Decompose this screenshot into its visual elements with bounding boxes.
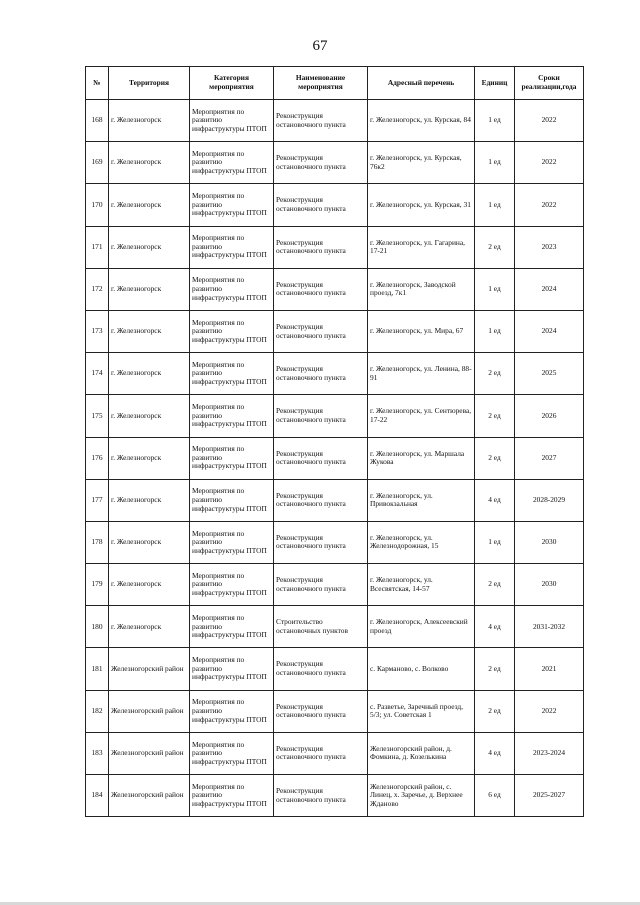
cell-address: г. Железногорск, ул. Мира, 67 bbox=[368, 310, 475, 352]
cell-units: 6 ед bbox=[475, 775, 515, 817]
page-number: 67 bbox=[312, 38, 328, 54]
cell-num: 181 bbox=[86, 648, 109, 690]
cell-num: 176 bbox=[86, 437, 109, 479]
cell-name: Реконструкция остановочного пункта bbox=[274, 648, 368, 690]
table-row bbox=[86, 732, 584, 774]
table-row bbox=[86, 521, 584, 563]
cell-category: Мероприятия по развитию инфраструктуры ПТОП bbox=[190, 268, 274, 310]
cell-years: 2022 bbox=[515, 142, 584, 184]
cell-territory: г. Железногорск bbox=[109, 606, 190, 648]
cell-category: Мероприятия по развитию инфраструктуры ПТОП bbox=[190, 606, 274, 648]
table-header bbox=[86, 67, 584, 100]
cell-num: 184 bbox=[86, 775, 109, 817]
cell-category: Мероприятия по развитию инфраструктуры ПТОП bbox=[190, 648, 274, 690]
projects-table bbox=[85, 66, 584, 817]
cell-years: 2024 bbox=[515, 310, 584, 352]
cell-years: 2021 bbox=[515, 648, 584, 690]
cell-name: Реконструкция остановочного пункта bbox=[274, 395, 368, 437]
cell-years: 2022 bbox=[515, 100, 584, 142]
header-name: Наименование мероприятия bbox=[274, 67, 368, 100]
table-body bbox=[86, 100, 584, 817]
cell-address: с. Разветье, Заречный проезд, 5/3; ул. Советская 1 bbox=[368, 690, 475, 732]
cell-num: 177 bbox=[86, 479, 109, 521]
cell-years: 2026 bbox=[515, 395, 584, 437]
cell-units: 1 ед bbox=[475, 142, 515, 184]
table-row bbox=[86, 142, 584, 184]
cell-units: 2 ед bbox=[475, 395, 515, 437]
header-num: № bbox=[86, 67, 109, 100]
header-category: Категория мероприятия bbox=[190, 67, 274, 100]
header-territory: Территория bbox=[109, 67, 190, 100]
cell-territory: Железногорский район bbox=[109, 775, 190, 817]
cell-units: 1 ед bbox=[475, 521, 515, 563]
table-row bbox=[86, 310, 584, 352]
cell-name: Реконструкция остановочного пункта bbox=[274, 690, 368, 732]
table-row bbox=[86, 648, 584, 690]
cell-address: Железногорский район, с. Линец, х. Заречье, д. Верхнее Жданово bbox=[368, 775, 475, 817]
cell-category: Мероприятия по развитию инфраструктуры ПТОП bbox=[190, 775, 274, 817]
cell-category: Мероприятия по развитию инфраструктуры ПТОП bbox=[190, 310, 274, 352]
cell-address: г. Железногорск, ул. Курская, 31 bbox=[368, 184, 475, 226]
cell-years: 2025 bbox=[515, 353, 584, 395]
cell-category: Мероприятия по развитию инфраструктуры ПТОП bbox=[190, 353, 274, 395]
cell-address: г. Железногорск, Алексеевский проезд bbox=[368, 606, 475, 648]
cell-name: Реконструкция остановочного пункта bbox=[274, 310, 368, 352]
cell-territory: Железногорский район bbox=[109, 690, 190, 732]
cell-address: г. Железногорск, ул. Гагарина, 17-21 bbox=[368, 226, 475, 268]
cell-num: 182 bbox=[86, 690, 109, 732]
cell-territory: г. Железногорск bbox=[109, 395, 190, 437]
cell-territory: г. Железногорск bbox=[109, 142, 190, 184]
table-row bbox=[86, 395, 584, 437]
cell-category: Мероприятия по развитию инфраструктуры ПТОП bbox=[190, 479, 274, 521]
cell-territory: г. Железногорск bbox=[109, 521, 190, 563]
cell-category: Мероприятия по развитию инфраструктуры ПТОП bbox=[190, 142, 274, 184]
cell-name: Реконструкция остановочного пункта bbox=[274, 226, 368, 268]
cell-years: 2031-2032 bbox=[515, 606, 584, 648]
cell-address: г. Железногорск, ул. Маршала Жукова bbox=[368, 437, 475, 479]
header-years: Сроки реализации,года bbox=[515, 67, 584, 100]
cell-units: 4 ед bbox=[475, 479, 515, 521]
cell-name: Реконструкция остановочного пункта bbox=[274, 479, 368, 521]
header-units: Единиц bbox=[475, 67, 515, 100]
cell-units: 1 ед bbox=[475, 268, 515, 310]
cell-years: 2027 bbox=[515, 437, 584, 479]
cell-units: 1 ед bbox=[475, 184, 515, 226]
cell-years: 2022 bbox=[515, 690, 584, 732]
cell-category: Мероприятия по развитию инфраструктуры ПТОП bbox=[190, 437, 274, 479]
cell-territory: Железногорский район bbox=[109, 648, 190, 690]
cell-address: г. Железногорск, ул. Всесвятская, 14-57 bbox=[368, 564, 475, 606]
cell-category: Мероприятия по развитию инфраструктуры ПТОП bbox=[190, 521, 274, 563]
cell-category: Мероприятия по развитию инфраструктуры ПТОП bbox=[190, 564, 274, 606]
cell-units: 1 ед bbox=[475, 310, 515, 352]
table-row bbox=[86, 775, 584, 817]
cell-category: Мероприятия по развитию инфраструктуры ПТОП bbox=[190, 732, 274, 774]
cell-name: Реконструкция остановочного пункта bbox=[274, 437, 368, 479]
cell-address: г. Железногорск, Заводской проезд, 7к1 bbox=[368, 268, 475, 310]
cell-num: 174 bbox=[86, 353, 109, 395]
cell-num: 172 bbox=[86, 268, 109, 310]
cell-territory: г. Железногорск bbox=[109, 564, 190, 606]
cell-name: Реконструкция остановочного пункта bbox=[274, 353, 368, 395]
cell-name: Реконструкция остановочного пункта bbox=[274, 184, 368, 226]
cell-name: Строительство остановочных пунктов bbox=[274, 606, 368, 648]
cell-name: Реконструкция остановочного пункта bbox=[274, 732, 368, 774]
cell-num: 179 bbox=[86, 564, 109, 606]
cell-name: Реконструкция остановочного пункта bbox=[274, 564, 368, 606]
cell-num: 170 bbox=[86, 184, 109, 226]
cell-name: Реконструкция остановочного пункта bbox=[274, 521, 368, 563]
cell-address: г. Железногорск, ул. Ленина, 88-91 bbox=[368, 353, 475, 395]
table-row bbox=[86, 184, 584, 226]
cell-years: 2030 bbox=[515, 564, 584, 606]
cell-category: Мероприятия по развитию инфраструктуры ПТОП bbox=[190, 395, 274, 437]
table-row bbox=[86, 268, 584, 310]
cell-years: 2023-2024 bbox=[515, 732, 584, 774]
cell-territory: г. Железногорск bbox=[109, 100, 190, 142]
cell-address: г. Железногорск, ул. Привокзальная bbox=[368, 479, 475, 521]
cell-years: 2025-2027 bbox=[515, 775, 584, 817]
cell-address: г. Железногорск, ул. Железнодорожная, 15 bbox=[368, 521, 475, 563]
cell-years: 2023 bbox=[515, 226, 584, 268]
cell-num: 173 bbox=[86, 310, 109, 352]
cell-num: 183 bbox=[86, 732, 109, 774]
cell-address: с. Карманово, с. Волково bbox=[368, 648, 475, 690]
cell-category: Мероприятия по развитию инфраструктуры ПТОП bbox=[190, 690, 274, 732]
table-row bbox=[86, 226, 584, 268]
cell-years: 2022 bbox=[515, 184, 584, 226]
cell-years: 2024 bbox=[515, 268, 584, 310]
table-row bbox=[86, 606, 584, 648]
cell-category: Мероприятия по развитию инфраструктуры ПТОП bbox=[190, 184, 274, 226]
cell-units: 2 ед bbox=[475, 564, 515, 606]
cell-units: 4 ед bbox=[475, 606, 515, 648]
cell-num: 178 bbox=[86, 521, 109, 563]
cell-territory: г. Железногорск bbox=[109, 310, 190, 352]
cell-num: 168 bbox=[86, 100, 109, 142]
cell-units: 1 ед bbox=[475, 100, 515, 142]
table-row bbox=[86, 564, 584, 606]
table-row bbox=[86, 353, 584, 395]
cell-territory: г. Железногорск bbox=[109, 184, 190, 226]
cell-units: 4 ед bbox=[475, 732, 515, 774]
table-row bbox=[86, 479, 584, 521]
cell-name: Реконструкция остановочного пункта bbox=[274, 142, 368, 184]
cell-units: 2 ед bbox=[475, 648, 515, 690]
cell-num: 171 bbox=[86, 226, 109, 268]
cell-num: 175 bbox=[86, 395, 109, 437]
cell-address: Железногорский район, д. Фомкина, д. Козелькина bbox=[368, 732, 475, 774]
cell-territory: г. Железногорск bbox=[109, 226, 190, 268]
table-row bbox=[86, 690, 584, 732]
cell-territory: г. Железногорск bbox=[109, 479, 190, 521]
cell-territory: г. Железногорск bbox=[109, 437, 190, 479]
cell-name: Реконструкция остановочного пункта bbox=[274, 100, 368, 142]
cell-units: 2 ед bbox=[475, 226, 515, 268]
cell-name: Реконструкция остановочного пункта bbox=[274, 268, 368, 310]
cell-category: Мероприятия по развитию инфраструктуры ПТОП bbox=[190, 100, 274, 142]
cell-territory: г. Железногорск bbox=[109, 268, 190, 310]
cell-territory: Железногорский район bbox=[109, 732, 190, 774]
cell-units: 2 ед bbox=[475, 690, 515, 732]
cell-years: 2028-2029 bbox=[515, 479, 584, 521]
cell-address: г. Железногорск, ул. Курская, 76к2 bbox=[368, 142, 475, 184]
table-row bbox=[86, 437, 584, 479]
cell-num: 169 bbox=[86, 142, 109, 184]
cell-name: Реконструкция остановочного пункта bbox=[274, 775, 368, 817]
cell-years: 2030 bbox=[515, 521, 584, 563]
table-row bbox=[86, 100, 584, 142]
cell-address: г. Железногорск, ул. Курская, 84 bbox=[368, 100, 475, 142]
cell-units: 2 ед bbox=[475, 437, 515, 479]
cell-units: 2 ед bbox=[475, 353, 515, 395]
cell-address: г. Железногорск, ул. Сентюрева, 17-22 bbox=[368, 395, 475, 437]
header-address: Адресный перечень bbox=[368, 67, 475, 100]
cell-territory: г. Железногорск bbox=[109, 353, 190, 395]
cell-category: Мероприятия по развитию инфраструктуры ПТОП bbox=[190, 226, 274, 268]
cell-num: 180 bbox=[86, 606, 109, 648]
